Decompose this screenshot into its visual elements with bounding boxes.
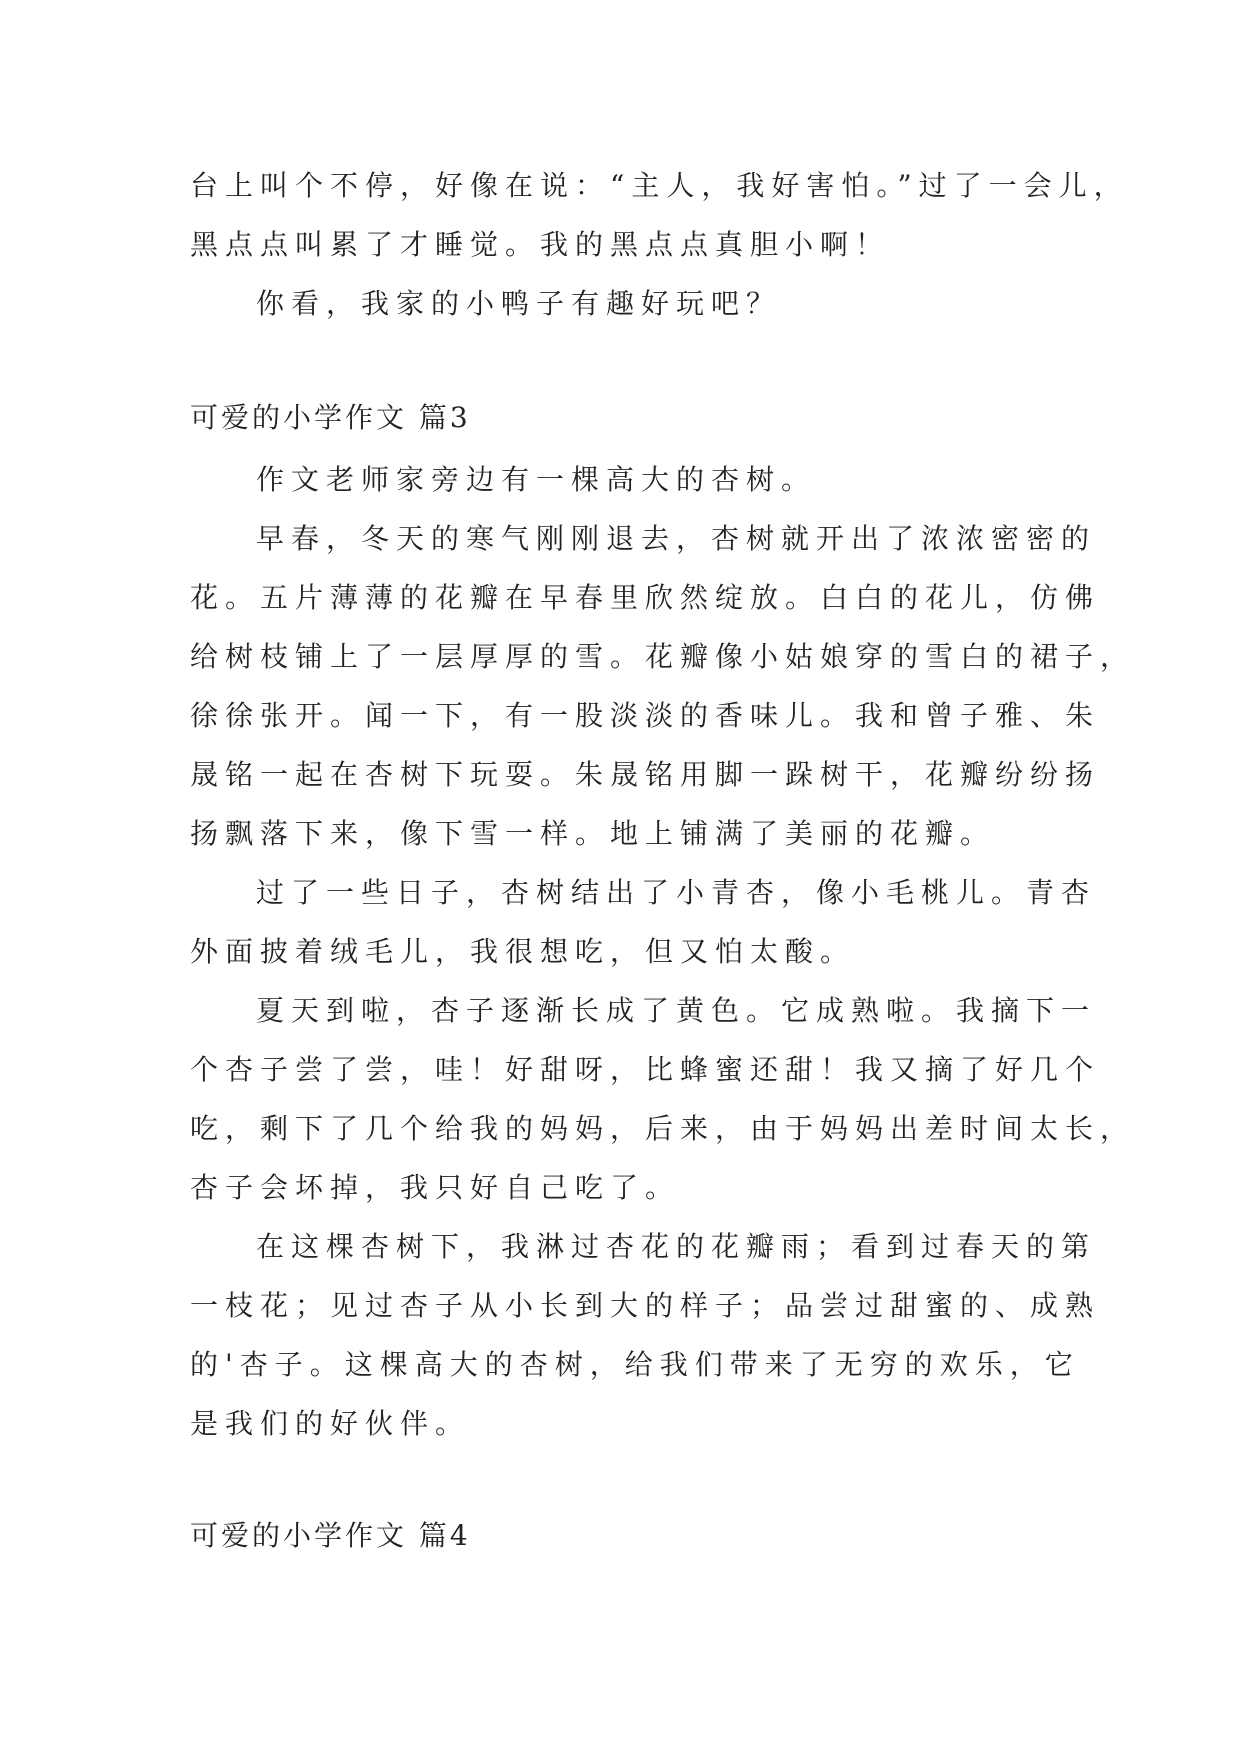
text-line: 是我们的好伙伴。 — [190, 1407, 471, 1440]
text-line: 吃，剩下了几个给我的妈妈，后来，由于妈妈出差时间太长， — [190, 1112, 1136, 1145]
text-line: 晟铭一起在杏树下玩耍。朱晟铭用脚一跺树干，花瓣纷纷扬 — [190, 758, 1101, 791]
text-line: 黑点点叫累了才睡觉。我的黑点点真胆小啊！ — [190, 228, 891, 261]
text-line: 夏天到啦，杏子逐渐长成了黄色。它成熟啦。我摘下一 — [256, 994, 1097, 1027]
text-line: 过了一些日子，杏树结出了小青杏，像小毛桃儿。青杏 — [256, 876, 1097, 909]
text-line: 徐徐张开。闻一下，有一股淡淡的香味儿。我和曾子雅、朱 — [190, 699, 1101, 732]
text-line: 给树枝铺上了一层厚厚的雪。花瓣像小姑娘穿的雪白的裙子， — [190, 640, 1136, 673]
section-heading: 可爱的小学作文 篇4 — [190, 1519, 471, 1552]
section-heading: 可爱的小学作文 篇3 — [190, 401, 471, 434]
text-line: 在这棵杏树下，我淋过杏花的花瓣雨；看到过春天的第 — [256, 1230, 1097, 1263]
text-line: 的'杏子。这棵高大的杏树，给我们带来了无穷的欢乐，它 — [190, 1348, 1080, 1381]
text-line: 扬飘落下来，像下雪一样。地上铺满了美丽的花瓣。 — [190, 817, 996, 850]
text-line: 个杏子尝了尝，哇！好甜呀，比蜂蜜还甜！我又摘了好几个 — [190, 1053, 1101, 1086]
text-line: 作文老师家旁边有一棵高大的杏树。 — [256, 463, 817, 496]
text-line: 早春，冬天的寒气刚刚退去，杏树就开出了浓浓密密的 — [256, 522, 1097, 555]
text-line: 一枝花；见过杏子从小长到大的样子；品尝过甜蜜的、成熟 — [190, 1289, 1101, 1322]
text-line: 杏子会坏掉，我只好自己吃了。 — [190, 1171, 681, 1204]
text-line: 花。五片薄薄的花瓣在早春里欣然绽放。白白的花儿，仿佛 — [190, 581, 1101, 614]
text-line: 你看，我家的小鸭子有趣好玩吧？ — [256, 287, 782, 320]
text-line: 外面披着绒毛儿，我很想吃，但又怕太酸。 — [190, 935, 856, 968]
text-line: 台上叫个不停，好像在说：“主人，我好害怕。”过了一会儿， — [190, 169, 1129, 202]
